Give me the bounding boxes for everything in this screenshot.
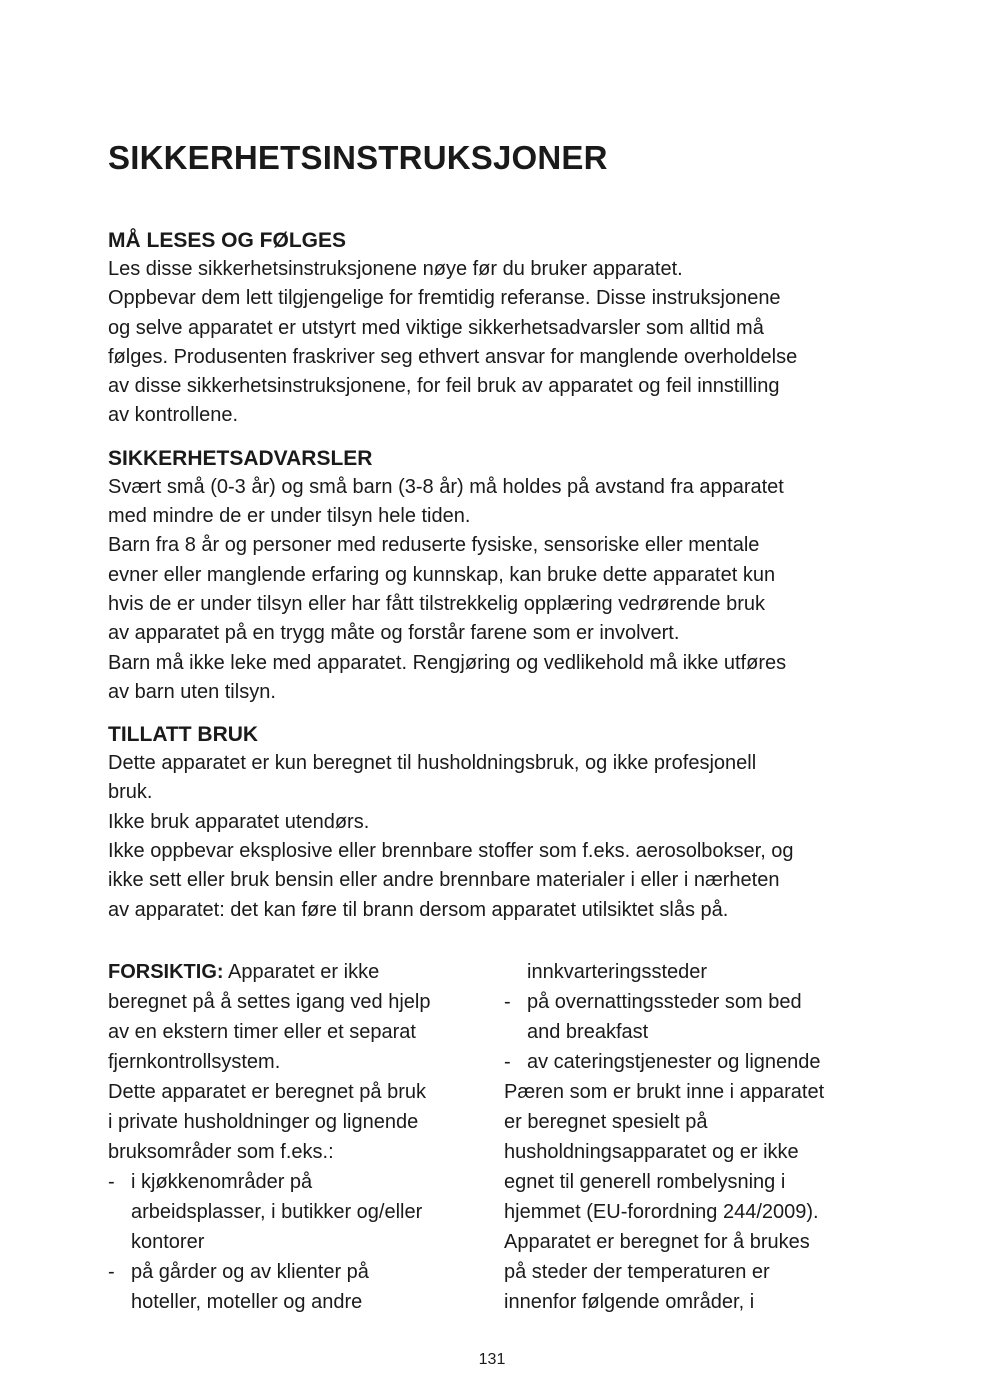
paragraph-line: hvis de er under tilsyn eller har fått tilstrekkelig opplæring vedrørende bruk (108, 592, 765, 615)
list-dash: - (108, 1171, 115, 1193)
intro-sections (108, 226, 884, 938)
list-item (108, 1167, 488, 1257)
paragraph-line: av disse sikkerhetsinstruksjonene, for feil bruk av apparatet og feil innstilling (108, 375, 780, 398)
page-title: SIKKERHETSINSTRUKSJONER (108, 139, 608, 176)
paragraph-line: av kontrollene. (108, 404, 239, 427)
left-column (108, 957, 488, 1317)
paragraph-line: Les disse sikkerhetsinstruksjonene nøye før du bruker apparatet. (108, 258, 683, 280)
intro-line: Dette apparatet er beregnet på bruk (108, 1081, 426, 1103)
paragraph-line: Ikke oppbevar eksplosive eller brennbare stoffer som f.eks. aerosolbokser, og (108, 840, 794, 863)
section-permitted-use (108, 720, 884, 925)
paragraph-line: Dette apparatet er kun beregnet til husholdningsbruk, og ikke profesjonell (108, 752, 757, 775)
caution-line (108, 957, 488, 987)
caution-line: beregnet på å settes igang ved hjelp (108, 991, 431, 1013)
list-dash: - (108, 1261, 115, 1283)
paragraph-line: av apparatet: det kan føre til brann dersom apparatet utilsiktet slås på. (108, 898, 729, 921)
section-heading: MÅ LESES OG FØLGES (108, 229, 347, 252)
paragraph-line: Oppbevar dem lett tilgjengelige for fremtidig referanse. Disse instruksjonene (108, 287, 781, 310)
paragraph-line: evner eller manglende erfaring og kunnskap, kan bruke dette apparatet kun (108, 563, 776, 586)
paragraph-line: innenfor følgende områder, i (504, 1291, 755, 1313)
list-item-line: av cateringstjenester og lignende (527, 1051, 821, 1073)
section-safety-warnings (108, 444, 884, 707)
paragraph-line: egnet til generell rombelysning i (504, 1171, 786, 1193)
paragraph-line: Ikke bruk apparatet utendørs. (108, 810, 370, 833)
caution-line: av en ekstern timer eller et separat (108, 1021, 416, 1043)
list-item-line: hoteller, moteller og andre (131, 1291, 363, 1313)
paragraph-line: hjemmet (EU-forordning 244/2009). (504, 1201, 819, 1223)
list-item (504, 987, 884, 1047)
paragraph-line: Pæren som er brukt inne i apparatet (504, 1081, 825, 1103)
caution-line: fjernkontrollsystem. (108, 1051, 281, 1073)
paragraph-line: Barn må ikke leke med apparatet. Rengjøring og vedlikehold må ikke utføres (108, 651, 787, 674)
caution-label: FORSIKTIG: (108, 961, 224, 983)
list-dash: - (504, 991, 511, 1013)
list-item-line: i kjøkkenområder på (131, 1171, 313, 1193)
paragraph-line: Svært små (0-3 år) og små barn (3-8 år) må holdes på avstand fra apparatet (108, 475, 784, 498)
page-number: 131 (478, 1351, 506, 1368)
list-item-line: kontorer (131, 1231, 205, 1253)
list-item (504, 1047, 884, 1077)
intro-line: bruksområder som f.eks.: (108, 1141, 334, 1163)
caution-text: Apparatet er ikke (223, 961, 380, 983)
paragraph-line: av barn uten tilsyn. (108, 680, 276, 703)
paragraph-line: Barn fra 8 år og personer med reduserte fysiske, sensoriske eller mentale (108, 534, 760, 557)
paragraph-line: bruk. (108, 781, 153, 804)
list-item-line: arbeidsplasser, i butikker og/eller (131, 1201, 423, 1223)
list-item-line: and breakfast (527, 1021, 649, 1043)
section-heading: SIKKERHETSADVARSLER (108, 446, 373, 470)
paragraph-line: på steder der temperaturen er (504, 1261, 770, 1283)
paragraph-line: ikke sett eller bruk bensin eller andre brennbare materialer i eller i nærheten (108, 869, 780, 892)
list-item-line: innkvarteringssteder (527, 961, 708, 983)
section-heading: TILLATT BRUK (108, 723, 259, 747)
paragraph-line: Apparatet er beregnet for å brukes (504, 1231, 810, 1253)
paragraph-line: med mindre de er under tilsyn hele tiden. (108, 505, 471, 528)
paragraph-line: er beregnet spesielt på (504, 1111, 708, 1133)
list-item-line: på gårder og av klienter på (131, 1261, 369, 1283)
list-dash: - (504, 1051, 511, 1073)
paragraph-line: husholdningsapparatet og er ikke (504, 1141, 799, 1163)
paragraph-line: av apparatet på en trygg måte og forstår farene som er involvert. (108, 622, 680, 645)
paragraph-line: følges. Produsenten fraskriver seg ethvert ansvar for manglende overholdelse (108, 345, 798, 368)
paragraph-line: og selve apparatet er utstyrt med viktige sikkerhetsadvarsler som alltid må (108, 316, 764, 339)
list-item-line: på overnattingssteder som bed (527, 991, 802, 1013)
list-item (108, 1257, 488, 1317)
intro-line: i private husholdninger og lignende (108, 1111, 419, 1133)
section-must-read (108, 226, 884, 431)
right-column (504, 957, 884, 1317)
